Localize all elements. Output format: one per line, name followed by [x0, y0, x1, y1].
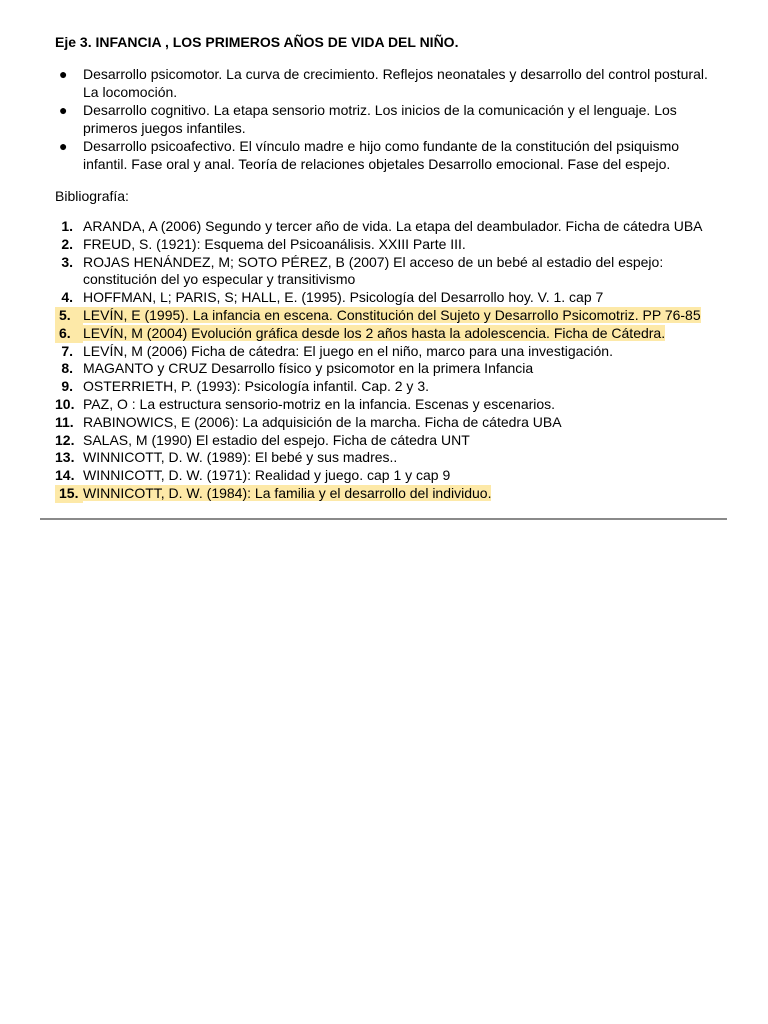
document-body [55, 32, 725, 503]
reference-item [55, 343, 725, 361]
reference-number: 6. [55, 325, 83, 343]
topic-item [55, 137, 725, 173]
topic-list [55, 65, 725, 173]
reference-text: PAZ, O : La estructura sensorio-motriz en la infancia. Escenas y escenarios. [83, 395, 556, 412]
reference-text: MAGANTO y CRUZ Desarrollo físico y psicomotor en la primera Infancia [83, 360, 534, 377]
topic-text: Desarrollo psicomotor. La curva de crecimiento. Reflejos neonatales y desarrollo del control postural. La locomoción. [83, 66, 708, 100]
reference-item [55, 378, 725, 396]
reference-item [55, 289, 725, 307]
reference-text: LEVÍN, E (1995). La infancia en escena. Constitución del Sujeto y Desarrollo Psicomotriz. PP 76-85 [83, 306, 701, 323]
reference-item [55, 236, 725, 254]
topic-text: Desarrollo psicoafectivo. El vínculo madre e hijo como fundante de la constitución del psiquismo infantil. Fase oral y anal. Teoría de relaciones objetales Desarrollo emocional. Fase del espejo. [83, 138, 680, 172]
reference-number: 11. [55, 413, 74, 430]
reference-number: 15. [55, 485, 83, 503]
reference-number: 9. [61, 378, 73, 395]
reference-text: FREUD, S. (1921): Esquema del Psicoanálisis. XXIII Parte III. [83, 235, 466, 252]
reference-number: 10. [55, 395, 75, 412]
reference-number: 5. [55, 307, 83, 325]
reference-text: SALAS, M (1990) El estadio del espejo. Ficha de cátedra UNT [83, 431, 470, 448]
reference-item [55, 467, 725, 485]
reference-text: ARANDA, A (2006) Segundo y tercer año de vida. La etapa del deambulador. Ficha de cátedra UBA [83, 218, 703, 234]
reference-item [55, 432, 725, 450]
page-divider [40, 518, 727, 520]
reference-text: WINNICOTT, D. W. (1971): Realidad y juego. cap 1 y cap 9 [83, 467, 451, 484]
reference-text: LEVÍN, M (2006) Ficha de cátedra: El juego en el niño, marco para una investigación. [83, 342, 613, 359]
reference-number: 1. [61, 218, 73, 234]
reference-text: WINNICOTT, D. W. (1989): El bebé y sus madres.. [83, 449, 398, 466]
bibliography-label: Bibliografía: [55, 188, 129, 204]
bullet-icon: ● [59, 138, 68, 154]
bullet-icon: ● [59, 102, 68, 118]
reference-item [55, 414, 725, 432]
reference-text: OSTERRIETH, P. (1993): Psicología infantil. Cap. 2 y 3. [83, 378, 430, 395]
reference-text: ROJAS HENÁNDEZ, M; SOTO PÉREZ, B (2007) El acceso de un bebé al estadio del espejo: constitución del yo especular y transitivismo [83, 253, 664, 288]
reference-list [55, 218, 725, 503]
reference-text: HOFFMAN, L; PARIS, S; HALL, E. (1995). Psicología del Desarrollo hoy. V. 1. cap 7 [83, 289, 604, 306]
reference-number: 12. [55, 431, 75, 448]
reference-item [55, 396, 725, 414]
reference-item [55, 254, 725, 290]
topic-item [55, 65, 725, 101]
reference-item [55, 485, 725, 503]
reference-number: 13. [55, 449, 75, 466]
reference-item [55, 218, 725, 236]
reference-item [55, 360, 725, 378]
topic-text: Desarrollo cognitivo. La etapa sensorio motriz. Los inicios de la comunicación y el lenguaje. Los primeros juegos infantiles. [83, 102, 677, 136]
reference-text: RABINOWICS, E (2006): La adquisición de la marcha. Ficha de cátedra UBA [83, 413, 562, 430]
reference-number: 3. [61, 253, 73, 270]
topic-item [55, 101, 725, 137]
reference-number: 4. [61, 289, 73, 306]
reference-item [55, 325, 725, 343]
reference-text: LEVÍN, M (2004) Evolución gráfica desde los 2 años hasta la adolescencia. Ficha de Cátedra. [83, 324, 666, 341]
reference-number: 2. [61, 235, 73, 252]
bullet-icon: ● [59, 66, 68, 82]
reference-number: 8. [61, 360, 73, 377]
reference-item [55, 307, 725, 325]
reference-number: 14. [55, 467, 75, 484]
section-heading: Eje 3. INFANCIA , LOS PRIMEROS AÑOS DE VIDA DEL NIÑO. [55, 34, 459, 50]
reference-item [55, 449, 725, 467]
reference-text: WINNICOTT, D. W. (1984): La familia y el desarrollo del individuo. [83, 484, 492, 501]
reference-number: 7. [61, 342, 73, 359]
